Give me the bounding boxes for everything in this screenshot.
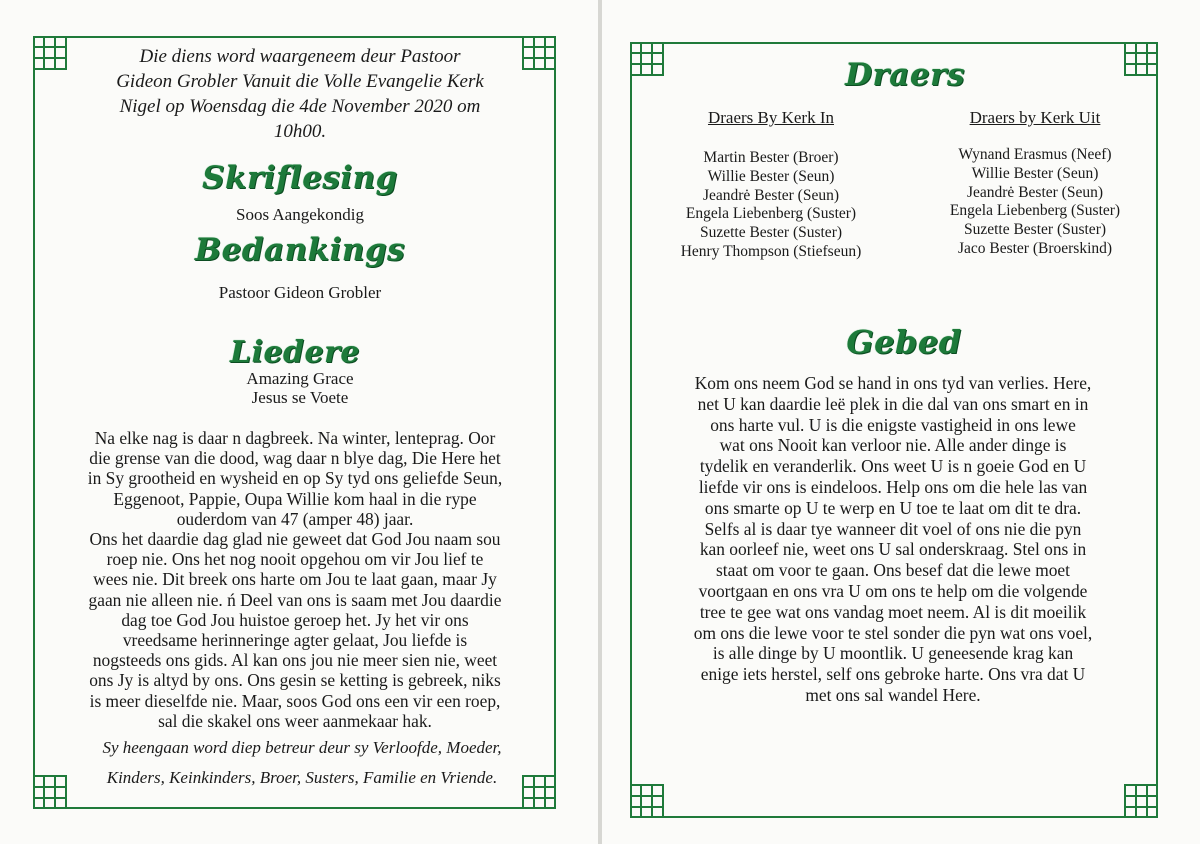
prayer-line: tydelik en veranderlik. Ons weet U is n goeie God en U: [699, 456, 1087, 477]
prayer-line: tree te gee wat ons vandag moet neem. Al is dit moeilik: [699, 601, 1087, 622]
memorial-line: die grense van die dood, wag daar n blye dag, Die Here het: [89, 448, 501, 469]
corner-ornament-icon: [522, 36, 556, 70]
bedankings-heading: Bedankings: [194, 232, 406, 268]
memorial-line: is meer dieselfde nie. Maar, soos God ons een vir een roep,: [89, 690, 501, 711]
pallbearer-name: Engela Liebenberg (Suster): [949, 202, 1121, 220]
draers-heading: Draers: [845, 57, 965, 93]
prayer-line: Kom ons neem God se hand in ons tyd van verlies. Here,: [694, 373, 1092, 393]
corner-ornament-icon: [33, 36, 67, 70]
draers-uit-heading: Draers by Kerk Uit: [969, 108, 1101, 127]
song-title: Amazing Grace: [246, 369, 354, 388]
prayer-line: wat ons Nooit kan verloor nie. Alle ander dinge is: [719, 435, 1067, 456]
service-intro: [95, 44, 505, 144]
memorial-line: ouderdom van 47 (amper 48) jaar.: [176, 508, 414, 529]
memorial-line: roep nie. Ons het nog nooit opgehou om vir Jou lief te: [106, 549, 484, 570]
draers-in-heading: Draers By Kerk In: [707, 108, 835, 127]
memorial-line: gaan nie alleen nie. ń Deel van ons is saam met Jou daardie: [88, 589, 502, 610]
prayer-line: om ons die lewe voor te stel sonder die pyn wat ons voel,: [693, 622, 1093, 643]
prayer-line: staat om voor te gaan. Ons besef dat die lewe moet: [716, 560, 1070, 581]
memorial-line: Eggenoot, Pappie, Oupa Willie kom haal in die rype: [113, 488, 477, 509]
prayer-line: net U kan daardie leë plek in die dal van ons smart en in: [697, 393, 1089, 414]
prayer-line: liefde vir ons is eindeloos. Help ons om die hele las van: [698, 476, 1088, 497]
memorial-line: ons Jy is altyd by ons. Ons gesin se ketting is gebreek, niks: [89, 670, 501, 691]
draers-in-list: [660, 149, 882, 262]
pallbearer-name: Suzette Bester (Suster): [963, 221, 1107, 239]
pallbearer-name: Engela Liebenberg (Suster): [685, 205, 857, 223]
pallbearer-name: Wynand Erasmus (Neef): [958, 146, 1112, 163]
memorial-line: in Sy grootheid en wysheid en op Sy tyd ons geliefde Seun,: [87, 468, 503, 489]
memorial-line: Ons het daardie dag glad nie geweet dat God Jou naam sou: [89, 529, 501, 550]
mourners-line: Sy heengaan word diep betreur deur sy Verloofde, Moeder,: [102, 738, 502, 757]
pallbearer-name: Willie Bester (Seun): [707, 167, 835, 185]
prayer-line: kan oorleef nie, weet ons U sal onderskraag. Stel ons in: [699, 539, 1087, 560]
draers-uit-list: [920, 146, 1150, 259]
corner-ornament-icon: [630, 784, 664, 818]
mourners-line: Kinders, Keinkinders, Broer, Susters, Familie en Vriende.: [106, 768, 498, 787]
prayer-line: is alle dinge by U moontlik. U geneesende krag kan: [712, 643, 1074, 664]
prayer-line: voortgaan en ons vra U om ons te help om die volgende: [698, 580, 1088, 601]
pallbearer-name: Suzette Bester (Suster): [699, 224, 843, 242]
song-list: [170, 369, 430, 407]
memorial-line: wees nie. Dit breek ons harte om Jou te laat gaan, maar Jy: [93, 569, 497, 590]
skriflesing-text: Soos Aangekondig: [236, 205, 364, 224]
pallbearer-name: Willie Bester (Seun): [971, 164, 1099, 182]
intro-line: Nigel op Woensdag die 4de November 2020 om: [119, 96, 481, 117]
prayer-line: ons smarte op U te werp en U toe te laat om dit te dra.: [704, 497, 1082, 518]
intro-line: Gideon Grobler Vanuit die Volle Evangelie Kerk: [116, 71, 484, 92]
prayer-line: met ons sal wandel Here.: [805, 684, 981, 705]
pallbearer-name: Martin Bester (Broer): [703, 149, 839, 166]
gebed-heading: Gebed: [846, 323, 962, 361]
corner-ornament-icon: [630, 42, 664, 76]
prayer-line: enige iets herstel, self ons gebroke harte. Ons vra dat U: [700, 664, 1086, 685]
song-title: Jesus se Voete: [251, 388, 349, 407]
bedankings-text: Pastoor Gideon Grobler: [218, 283, 382, 302]
memorial-line: Na elke nag is daar n dagbreek. Na winter, lenteprag. Oor: [94, 428, 496, 448]
intro-line: Die diens word waargeneem deur Pastoor: [139, 46, 461, 67]
pallbearer-name: Jeandrė Bester (Seun): [702, 186, 839, 204]
corner-ornament-icon: [1124, 42, 1158, 76]
memorial-line: sal die skakel ons weer aanmekaar hak.: [158, 710, 432, 731]
memorial-text: [45, 428, 545, 731]
skriflesing-heading: Skriflesing: [202, 160, 398, 196]
pallbearer-name: Jaco Bester (Broerskind): [957, 239, 1113, 257]
pallbearer-name: Henry Thompson (Stiefseun): [680, 242, 862, 260]
intro-line: 10h00.: [273, 121, 327, 142]
liedere-heading: Liedere: [229, 335, 361, 370]
prayer-line: Selfs al is daar tye wanneer dit voel of ons nie die pyn: [704, 518, 1082, 539]
mourners-note: [52, 733, 552, 793]
pallbearer-name: Jeandrė Bester (Seun): [966, 183, 1103, 201]
prayer-text: [655, 373, 1131, 706]
prayer-line: ons harte vul. U is die enigste vastigheid in ons lewe: [710, 414, 1076, 435]
corner-ornament-icon: [1124, 784, 1158, 818]
memorial-line: nogsteeds ons gids. Al kan ons jou nie meer sien nie, weet: [92, 650, 498, 671]
memorial-line: vreedsame herinneringe agter gelaat, Jou liefde is: [122, 630, 468, 651]
memorial-line: dag toe God Jou huistoe geroep het. Jy het vir ons: [121, 609, 469, 630]
